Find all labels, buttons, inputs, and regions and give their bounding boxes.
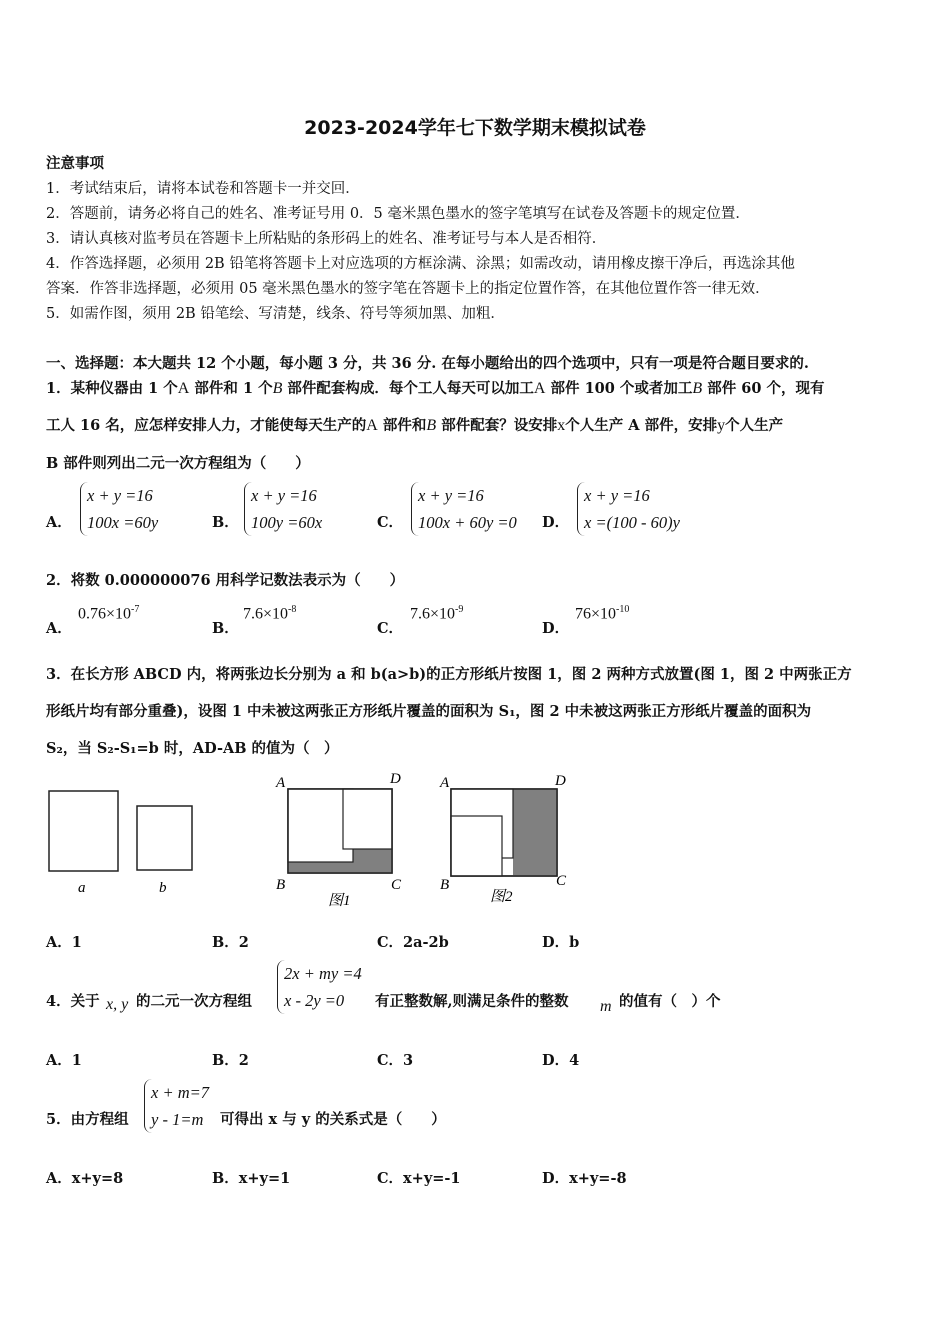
q2-option-d-label[interactable]: D．: [542, 620, 570, 637]
q2-option-b-value: $7.6\times 10^{-8}$: [243, 604, 297, 623]
notice-item-4-cont: 答案．作答非选择题，必须用 05 毫米黑色墨水的签字笔在答题卡上的指定位置作答，在其他位置作答一律无效．: [46, 281, 770, 297]
q1-d-eq1: x + y =16: [584, 486, 650, 505]
section-heading: 一、选择题：本大题共 12 个小题，每小题 3 分，共 36 分. 在每小题给出的四个选项中，只有一项是符合题目要求的.: [46, 355, 809, 372]
notice-item-1: 1．考试结束后，请将本试卷和答题卡一并交回．: [46, 181, 360, 197]
q4-pre: 4．关于: [46, 993, 100, 1010]
q4-option-d[interactable]: D．4: [542, 1052, 580, 1069]
q4-vars: x, y: [106, 996, 129, 1013]
square-b: [137, 806, 192, 870]
q1-option-c-label[interactable]: C．: [377, 514, 404, 531]
square-a: [49, 791, 118, 871]
q1-c-eq2: 100x + 60y =0: [418, 513, 517, 532]
notice-item-4: 4．作答选择题，必须用 2B 铅笔将答题卡上对应选项的方框涂满、涂黑；如需改动，请用橡皮擦干净后，再选涂其他: [46, 256, 795, 272]
q2-option-a-label[interactable]: A．: [46, 620, 72, 637]
fig1-label-b: B: [276, 877, 286, 893]
q4-option-b[interactable]: B．2: [212, 1052, 249, 1069]
q4-m: m: [600, 998, 612, 1015]
q5-option-a[interactable]: A．x+y=8: [46, 1170, 124, 1187]
q4-system: [277, 960, 362, 1014]
q1-option-d-label[interactable]: D．: [542, 514, 570, 531]
notice-item-5: 5．如需作图，须用 2B 铅笔绘、写清楚，线条、符号等须加黑、加粗．: [46, 306, 505, 322]
q5-option-d[interactable]: D．x+y=-8: [542, 1170, 627, 1187]
q1-a-eq2: 100x =60y: [87, 513, 159, 532]
q4-end: 的值有（ ）个: [619, 993, 721, 1010]
fig2-caption: 图2: [490, 889, 513, 905]
q1-option-a-system: [80, 482, 158, 536]
q1-c-eq1: x + y =16: [418, 486, 484, 505]
q3-option-c[interactable]: C．2a-2b: [377, 934, 449, 951]
q2-option-c-value: $7.6\times 10^{-9}$: [410, 604, 464, 623]
q1-b-eq1: x + y =16: [251, 486, 317, 505]
q3-option-d[interactable]: D．b: [542, 934, 580, 951]
q5-pre: 5．由方程组: [46, 1111, 129, 1128]
q4-mid: 的二元一次方程组: [136, 993, 252, 1010]
q4-option-a[interactable]: A．1: [46, 1052, 82, 1069]
paper-title: 2023-2024学年七下数学期末模拟试卷: [304, 117, 646, 139]
q3-line-2: 形纸片均有部分重叠)，设图 1 中未被这两张正方形纸片覆盖的面积为 S₁，图 2 中未被这两张正方形纸片覆盖的面积为: [46, 703, 812, 720]
q2-option-b-label[interactable]: B．: [212, 620, 239, 637]
q5-option-c[interactable]: C．x+y=-1: [377, 1170, 461, 1187]
fig2-label-d: D: [555, 773, 566, 789]
notice-item-3: 3．请认真核对监考员在答题卡上所粘贴的条形码上的姓名、准考证号与本人是否相符．: [46, 231, 607, 247]
fig1-caption: 图1: [328, 893, 351, 909]
fig2-label-a: A: [440, 775, 450, 791]
q1-a-eq1: x + y =16: [87, 486, 153, 505]
q2-option-d-value: $76\times 10^{-10}$: [575, 604, 630, 623]
q1-option-b-label[interactable]: B．: [212, 514, 239, 531]
square-a-label: a: [78, 880, 86, 896]
q3-line-1: 3．在长方形 ABCD 内，将两张边长分别为 a 和 b(a>b)的正方形纸片按图 1，图 2 两种方式放置(图 1，图 2 中两张正方: [46, 666, 852, 683]
q1-option-a-label[interactable]: A．: [46, 514, 72, 531]
q5-eq2: y - 1=m: [151, 1110, 204, 1129]
q1-option-c-system: [411, 482, 517, 536]
q3-figure: [40, 765, 580, 915]
q4-option-c[interactable]: C．3: [377, 1052, 414, 1069]
q3-line-3: S₂，当 S₂-S₁=b 时，AD-AB 的值为（ ）: [46, 740, 339, 757]
q1-option-d-system: [577, 482, 680, 536]
figure-1: [275, 771, 402, 909]
q1-option-b-system: [244, 482, 322, 536]
q2-option-c-label[interactable]: C．: [377, 620, 404, 637]
fig1-label-d: D: [390, 771, 401, 787]
fig2-label-c: C: [556, 873, 567, 889]
q2-option-a-value: $0.76\times 10^{-7}$: [78, 604, 140, 623]
fig1-label-c: C: [391, 877, 402, 893]
fig2-label-b: B: [440, 877, 450, 893]
square-b-label: b: [159, 880, 167, 896]
notice-item-2: 2．答题前，请务必将自己的姓名、准考证号用 0．5 毫米黑色墨水的签字笔填写在试卷及答题卡的规定位置．: [46, 206, 750, 222]
q5-system: [144, 1079, 209, 1133]
q1-line-2: 工人 16 名，应怎样安排人力，才能使每天生产的A 部件和B 部件配套？设安排x个人生产 A 部件，安排y个人生产: [46, 417, 784, 434]
figure-2: [439, 773, 567, 905]
q5-option-b[interactable]: B．x+y=1: [212, 1170, 291, 1187]
q1-b-eq2: 100y =60x: [251, 513, 323, 532]
q4-eq2: x - 2y =0: [284, 991, 345, 1010]
q1-line-1: 1．某种仪器由 1 个A 部件和 1 个B 部件配套构成．每个工人每天可以加工A 部件 100 个或者加工B 部件 60 个，现有: [46, 380, 825, 397]
fig1-label-a: A: [276, 775, 286, 791]
notice-heading: 注意事项: [46, 155, 104, 172]
q3-option-a[interactable]: A．1: [46, 934, 82, 951]
q4-post: 有正整数解,则满足条件的整数: [375, 993, 569, 1010]
q1-d-eq2: x =(100 - 60)y: [584, 513, 680, 532]
q5-eq1: x + m=7: [151, 1083, 210, 1102]
q5-post: 可得出 x 与 y 的关系式是（ ）: [220, 1111, 446, 1128]
q3-option-b[interactable]: B．2: [212, 934, 249, 951]
q4-eq1: 2x + my =4: [284, 964, 362, 983]
q2-stem: 2．将数 0.000000076 用科学记数法表示为（ ）: [46, 572, 405, 589]
q1-line-3: B 部件则列出二元一次方程组为（ ）: [46, 455, 310, 472]
